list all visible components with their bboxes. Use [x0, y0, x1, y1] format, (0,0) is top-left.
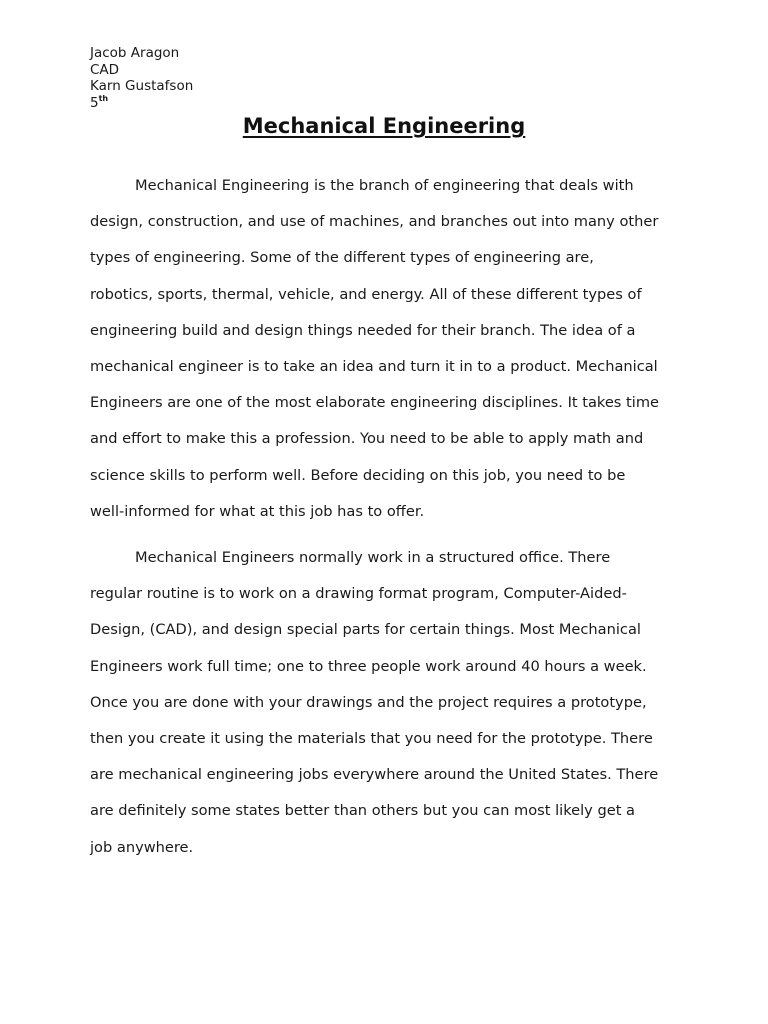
paragraph-line: robotics, sports, thermal, vehicle, and energy. All of these different types of: [90, 285, 642, 303]
paragraph-line: are mechanical engineering jobs everywhere around the United States. There: [90, 766, 659, 784]
period-suffix: th: [98, 93, 109, 103]
student-header: [90, 45, 193, 111]
paragraph-line: Mechanical Engineering is the branch of engineering that deals with: [135, 177, 634, 194]
paragraph-line: Mechanical Engineers normally work in a structured office. There: [135, 549, 611, 566]
paragraph-line: job anywhere.: [90, 838, 194, 856]
paragraph-line: Design, (CAD), and design special parts for certain things. Most Mechanical: [90, 621, 641, 639]
paragraph-line: Engineers are one of the most elaborate engineering disciplines. It takes time: [90, 394, 660, 412]
paragraph-line: and effort to make this a profession. You need to be able to apply math and: [90, 430, 644, 448]
paragraph-line: mechanical engineer is to take an idea and turn it in to a product. Mechanical: [90, 358, 658, 375]
paragraph-line: Engineers work full time; one to three people work around 40 hours a week.: [90, 657, 647, 675]
student-name: Jacob Aragon: [90, 45, 180, 61]
paragraph-line: then you create it using the materials that you need for the prototype. There: [90, 730, 653, 747]
paragraph-line: types of engineering. Some of the different types of engineering are,: [90, 249, 594, 267]
paragraph-line: are definitely some states better than others but you can most likely get a: [90, 802, 635, 820]
document-title: Mechanical Engineering: [242, 114, 526, 138]
paragraph-line: science skills to perform well. Before deciding on this job, you need to be: [90, 466, 626, 484]
class-period: [90, 95, 193, 112]
paragraph-line: Once you are done with your drawings and the project requires a prototype,: [90, 693, 647, 711]
paragraph-line: regular routine is to work on a drawing format program, Computer-Aided-: [90, 585, 627, 603]
teacher-name: Karn Gustafson: [90, 78, 194, 94]
paragraph-line: engineering build and design things needed for their branch. The idea of a: [90, 321, 636, 339]
paragraph-line: design, construction, and use of machines, and branches out into many other: [90, 213, 659, 231]
paragraph-line: well-informed for what at this job has to offer.: [90, 502, 425, 520]
class-name: CAD: [90, 61, 120, 78]
period-number: 5: [90, 94, 99, 111]
